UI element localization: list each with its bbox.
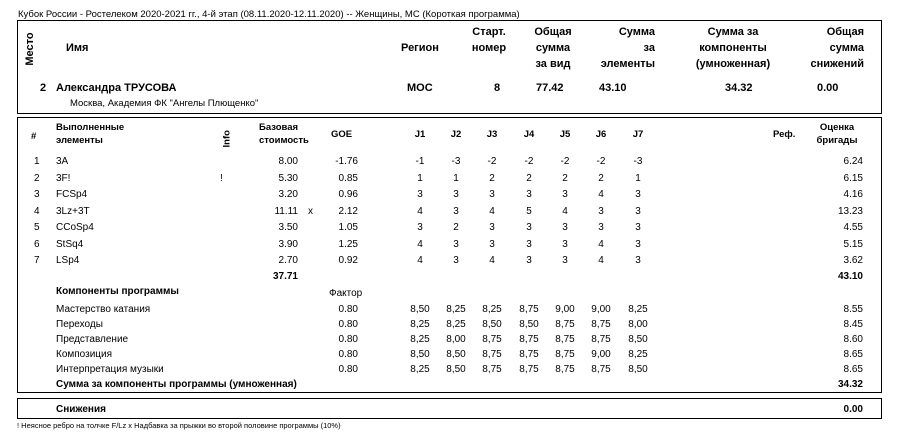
element-judge-score-3: 3 (489, 189, 495, 200)
element-judge-score-5: 3 (562, 222, 568, 233)
element-info: ! (220, 172, 223, 184)
element-base-value: 3.90 (278, 238, 298, 250)
event-title: Кубок России - Ростелеком 2020-2021 гг., 4-й этап (08.11.2020-12.11.2020) -- Женщины, МС (Короткая программа) (18, 9, 520, 20)
region-header: Регион (401, 42, 439, 54)
skater-total-segment: 77.42 (536, 82, 564, 94)
goe-header: GOE (331, 129, 353, 140)
skater-total-components: 34.32 (725, 82, 753, 94)
element-judge-score-4: 3 (526, 238, 532, 250)
component-score: 8.65 (843, 349, 863, 360)
element-number: 2 (34, 172, 40, 184)
element-judge-score-3: 2 (489, 172, 495, 184)
component-judge-score-1: 8,25 (410, 334, 430, 345)
element-number: 5 (34, 222, 40, 233)
element-name: CCoSp4 (56, 222, 94, 233)
component-judge-score-1: 8,25 (410, 364, 430, 375)
elements-score-total: 43.10 (837, 271, 863, 282)
element-judge-score-5: 3 (562, 238, 568, 250)
element-number: 7 (34, 255, 40, 266)
component-score: 8.55 (843, 304, 863, 315)
components-title: Компоненты программы (56, 286, 179, 297)
element-judge-score-3: 4 (489, 255, 495, 266)
element-judge-score-6: 4 (598, 189, 604, 200)
component-judge-score-3: 8,75 (482, 364, 502, 375)
component-judge-score-7: 8,50 (628, 364, 648, 375)
element-judge-score-4: 2 (526, 172, 532, 184)
element-judge-score-5: 3 (562, 189, 568, 200)
element-judge-score-1: 4 (417, 205, 423, 217)
element-judge-score-3: 4 (489, 205, 495, 217)
element-base-value: 8.00 (278, 156, 298, 167)
element-judge-score-2: 3 (453, 205, 459, 217)
component-judge-score-4: 8,75 (519, 349, 539, 360)
deductions-box (17, 398, 882, 419)
element-judge-score-3: 3 (489, 238, 495, 250)
element-judge-score-6: 4 (598, 255, 604, 266)
element-name: LSp4 (56, 255, 80, 266)
panel-score-header: Оценка бригады (816, 122, 858, 146)
element-judge-score-4: 3 (526, 222, 532, 233)
component-judge-score-1: 8,50 (410, 349, 430, 360)
element-goe: 0.96 (338, 189, 358, 200)
component-judge-score-2: 8,50 (446, 349, 466, 360)
element-judge-score-3: 3 (489, 222, 495, 233)
judge-header-6: J6 (595, 129, 607, 140)
component-score: 8.60 (843, 334, 863, 345)
element-judge-score-2: 3 (453, 189, 459, 200)
judge-header-2: J2 (450, 129, 462, 140)
info-header: Info (221, 130, 233, 148)
component-judge-score-5: 8,75 (555, 364, 575, 375)
base-value-header: Базовая стоимость (259, 122, 309, 146)
element-judge-score-7: 3 (635, 189, 641, 200)
element-goe: 1.05 (338, 222, 358, 233)
element-panel-score: 3.62 (843, 255, 863, 266)
element-base-value: 11.11 (274, 205, 298, 217)
element-base-value: 3.50 (278, 222, 298, 233)
component-score: 8.65 (843, 364, 863, 375)
component-judge-score-7: 8,25 (628, 304, 648, 315)
element-judge-score-7: 3 (635, 205, 641, 217)
element-judge-score-5: 3 (562, 255, 568, 266)
component-factor: 0.80 (338, 319, 358, 330)
component-factor: 0.80 (338, 304, 358, 315)
element-judge-score-7: 3 (635, 255, 641, 266)
component-judge-score-4: 8,75 (519, 304, 539, 315)
component-judge-score-6: 9,00 (591, 304, 611, 315)
factor-header: Фактор (329, 288, 363, 299)
element-judge-score-7: 3 (635, 222, 641, 233)
component-judge-score-7: 8,25 (628, 349, 648, 360)
element-judge-score-6: 3 (598, 205, 604, 217)
component-name: Композиция (56, 349, 113, 360)
component-judge-score-2: 8,25 (446, 319, 466, 330)
judge-header-5: J5 (559, 129, 571, 140)
judge-header-4: J4 (523, 129, 535, 140)
element-panel-score: 4.16 (843, 189, 863, 200)
total-components-header: Сумма за компоненты (умноженная) (695, 26, 771, 70)
deductions-score: 0.00 (843, 404, 863, 415)
component-factor: 0.80 (338, 334, 358, 345)
rank-header: Место (24, 32, 36, 66)
component-name: Интерпретация музыки (56, 364, 164, 375)
elements-name-header: Выполненные элементы (56, 122, 125, 146)
component-judge-score-6: 8,75 (591, 334, 611, 345)
component-judge-score-5: 9,00 (555, 304, 575, 315)
scores-box (17, 117, 882, 393)
total-elements-header: Сумма за элементы (600, 26, 655, 70)
footnote: ! Неясное ребро на толчке F/Lz x Надбавка за прыжки во второй половине программы (10%) (17, 421, 341, 430)
deductions-label: Снижения (56, 404, 106, 415)
element-number: 3 (34, 189, 40, 200)
component-judge-score-6: 8,75 (591, 364, 611, 375)
element-judge-score-1: 4 (417, 238, 423, 250)
component-name: Представление (56, 334, 129, 345)
component-score: 8.45 (843, 319, 863, 330)
element-goe: 2.12 (338, 205, 358, 217)
skater-total-elements: 43.10 (599, 82, 627, 94)
skater-club: Москва, Академия ФК "Ангелы Плющенко" (70, 98, 259, 109)
element-judge-score-2: 2 (453, 222, 459, 233)
element-name: 3F! (56, 172, 71, 184)
element-judge-score-4: 5 (526, 205, 532, 217)
judge-header-1: J1 (414, 129, 426, 140)
element-judge-score-6: 3 (598, 222, 604, 233)
component-judge-score-3: 8,75 (482, 349, 502, 360)
component-judge-score-2: 8,00 (446, 334, 466, 345)
component-factor: 0.80 (338, 349, 358, 360)
component-name: Переходы (56, 319, 103, 330)
element-panel-score: 13.23 (837, 205, 863, 217)
element-judge-score-6: -2 (596, 156, 606, 167)
element-bonus-mark: x (308, 205, 313, 217)
element-name: 3A (56, 156, 69, 167)
component-judge-score-3: 8,50 (482, 319, 502, 330)
element-judge-score-1: 3 (417, 189, 423, 200)
element-judge-score-1: 4 (417, 255, 423, 266)
skater-name: Александра ТРУСОВА (56, 82, 177, 94)
element-panel-score: 5.15 (843, 238, 863, 250)
element-number: 6 (34, 238, 40, 250)
element-judge-score-3: -2 (487, 156, 497, 167)
judge-header-3: J3 (486, 129, 498, 140)
element-number: 1 (34, 156, 40, 167)
skater-region: МОС (407, 82, 433, 94)
element-judge-score-7: 3 (635, 238, 641, 250)
element-judge-score-2: 3 (453, 255, 459, 266)
components-total-label: Сумма за компоненты программы (умноженная) (56, 379, 297, 390)
elements-num-header: # (31, 131, 37, 142)
element-judge-score-2: 3 (453, 238, 459, 250)
total-segment-header: Общая сумма за вид (534, 26, 572, 70)
start-number-header: Старт. номер (471, 26, 507, 54)
element-name: FCSp4 (56, 189, 88, 200)
element-judge-score-2: -3 (451, 156, 461, 167)
element-judge-score-6: 4 (598, 238, 604, 250)
total-deductions-header: Общая сумма снижений (810, 26, 864, 70)
skater-total-deductions: 0.00 (817, 82, 839, 94)
component-judge-score-3: 8,25 (482, 304, 502, 315)
skater-summary-box (17, 20, 882, 114)
element-base-value: 5.30 (278, 172, 298, 184)
element-judge-score-2: 1 (453, 172, 459, 184)
element-number: 4 (34, 205, 40, 217)
component-judge-score-5: 8,75 (555, 319, 575, 330)
element-goe: -1.76 (335, 156, 358, 167)
component-factor: 0.80 (338, 364, 358, 375)
element-judge-score-5: 4 (562, 205, 568, 217)
component-judge-score-3: 8,75 (482, 334, 502, 345)
element-judge-score-4: 3 (526, 189, 532, 200)
element-judge-score-1: 3 (417, 222, 423, 233)
element-panel-score: 6.15 (843, 172, 863, 184)
component-judge-score-6: 9,00 (591, 349, 611, 360)
component-judge-score-4: 8,75 (519, 334, 539, 345)
name-header: Имя (66, 42, 89, 54)
element-judge-score-5: 2 (562, 172, 568, 184)
element-judge-score-1: 1 (417, 172, 423, 184)
component-judge-score-2: 8,50 (446, 364, 466, 375)
component-judge-score-7: 8,50 (628, 334, 648, 345)
ref-header: Реф. (773, 129, 796, 140)
element-judge-score-5: -2 (560, 156, 570, 167)
element-judge-score-1: -1 (415, 156, 425, 167)
component-judge-score-4: 8,50 (519, 319, 539, 330)
component-judge-score-1: 8,50 (410, 304, 430, 315)
judge-header-7: J7 (632, 129, 644, 140)
components-total-score: 34.32 (837, 379, 863, 390)
element-name: StSq4 (56, 238, 84, 250)
element-judge-score-7: 1 (635, 172, 641, 184)
element-panel-score: 4.55 (843, 222, 863, 233)
element-panel-score: 6.24 (843, 156, 863, 167)
element-judge-score-4: -2 (524, 156, 534, 167)
component-judge-score-2: 8,25 (446, 304, 466, 315)
element-judge-score-7: -3 (633, 156, 643, 167)
component-name: Мастерство катания (56, 304, 151, 315)
component-judge-score-6: 8,75 (591, 319, 611, 330)
component-judge-score-7: 8,00 (628, 319, 648, 330)
skater-rank: 2 (40, 82, 47, 94)
component-judge-score-5: 8,75 (555, 334, 575, 345)
element-name: 3Lz+3T (56, 205, 90, 217)
element-goe: 1.25 (338, 238, 358, 250)
element-goe: 0.92 (338, 255, 358, 266)
base-total: 37.71 (272, 271, 298, 282)
element-goe: 0.85 (338, 172, 358, 184)
skater-start-number: 8 (494, 82, 501, 94)
element-judge-score-6: 2 (598, 172, 604, 184)
component-judge-score-5: 8,75 (555, 349, 575, 360)
component-judge-score-1: 8,25 (410, 319, 430, 330)
element-base-value: 2.70 (278, 255, 298, 266)
element-base-value: 3.20 (278, 189, 298, 200)
component-judge-score-4: 8,75 (519, 364, 539, 375)
element-judge-score-4: 3 (526, 255, 532, 266)
